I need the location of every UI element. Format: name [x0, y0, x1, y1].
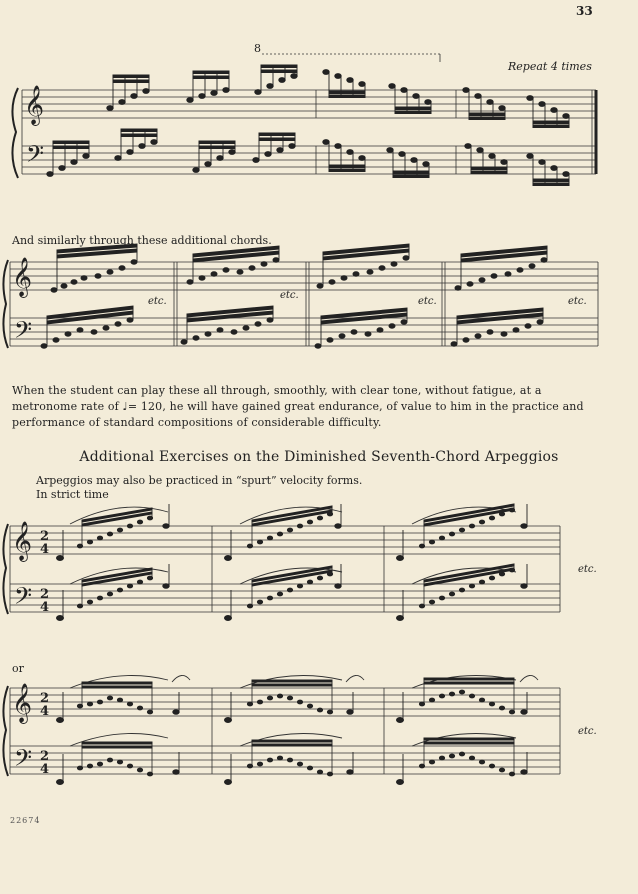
etc-label-4: etc. [568, 296, 587, 307]
svg-text:𝄢: 𝄢 [14, 744, 33, 777]
svg-text:2: 2 [40, 529, 50, 544]
page-number: 33 [576, 4, 593, 18]
tempo-marking: In strict time [36, 488, 109, 501]
svg-text:𝄞: 𝄞 [12, 257, 33, 297]
caption-additional-chords: And similarly through these additional chords. [12, 234, 272, 247]
score-system-2 [0, 242, 638, 370]
svg-text:𝄢: 𝄢 [14, 316, 33, 349]
svg-text:2: 2 [40, 587, 50, 602]
svg-text:4: 4 [40, 600, 50, 615]
score-system-4 [0, 668, 638, 804]
footer-plate-number: 22674 [10, 816, 41, 825]
svg-text:𝄢: 𝄢 [14, 582, 33, 615]
music-system-1 [0, 42, 638, 206]
section-intro: Arpeggios may also be practiced in “spurt” velocity forms. [36, 474, 363, 487]
svg-text:4: 4 [40, 762, 50, 777]
svg-text:𝄞: 𝄞 [12, 521, 33, 561]
or-label: or [12, 662, 24, 675]
repeat-marking: Repeat 4 times [508, 60, 592, 73]
etc-label-1: etc. [148, 296, 167, 307]
svg-text:𝄢: 𝄢 [26, 140, 45, 173]
svg-text:𝄞: 𝄞 [12, 683, 33, 723]
svg-text:𝄞: 𝄞 [24, 85, 45, 125]
score-system-3 [0, 500, 638, 636]
svg-text:4: 4 [40, 704, 50, 719]
etc-label-system-3: etc. [578, 564, 597, 575]
music-system-4 [0, 668, 638, 804]
svg-text:2: 2 [40, 691, 50, 706]
paragraph-endurance: When the student can play these all through, smoothly, with clear tone, without fatigue, at a metronome rate of ♩= 120, he will have gained great endurance, of value to him in the practice and performance of standard compositions of considerable difficulty. [12, 384, 584, 429]
svg-text:2: 2 [40, 749, 50, 764]
music-system-3 [0, 500, 638, 636]
music-system-2 [0, 242, 638, 370]
etc-label-2: etc. [280, 290, 299, 301]
etc-label-3: etc. [418, 296, 437, 307]
svg-text:4: 4 [40, 542, 50, 557]
ottava-marking: 8 [254, 42, 261, 55]
section-heading: Additional Exercises on the Diminished Seventh-Chord Arpeggios [79, 449, 559, 465]
etc-label-system-4: etc. [578, 726, 597, 737]
